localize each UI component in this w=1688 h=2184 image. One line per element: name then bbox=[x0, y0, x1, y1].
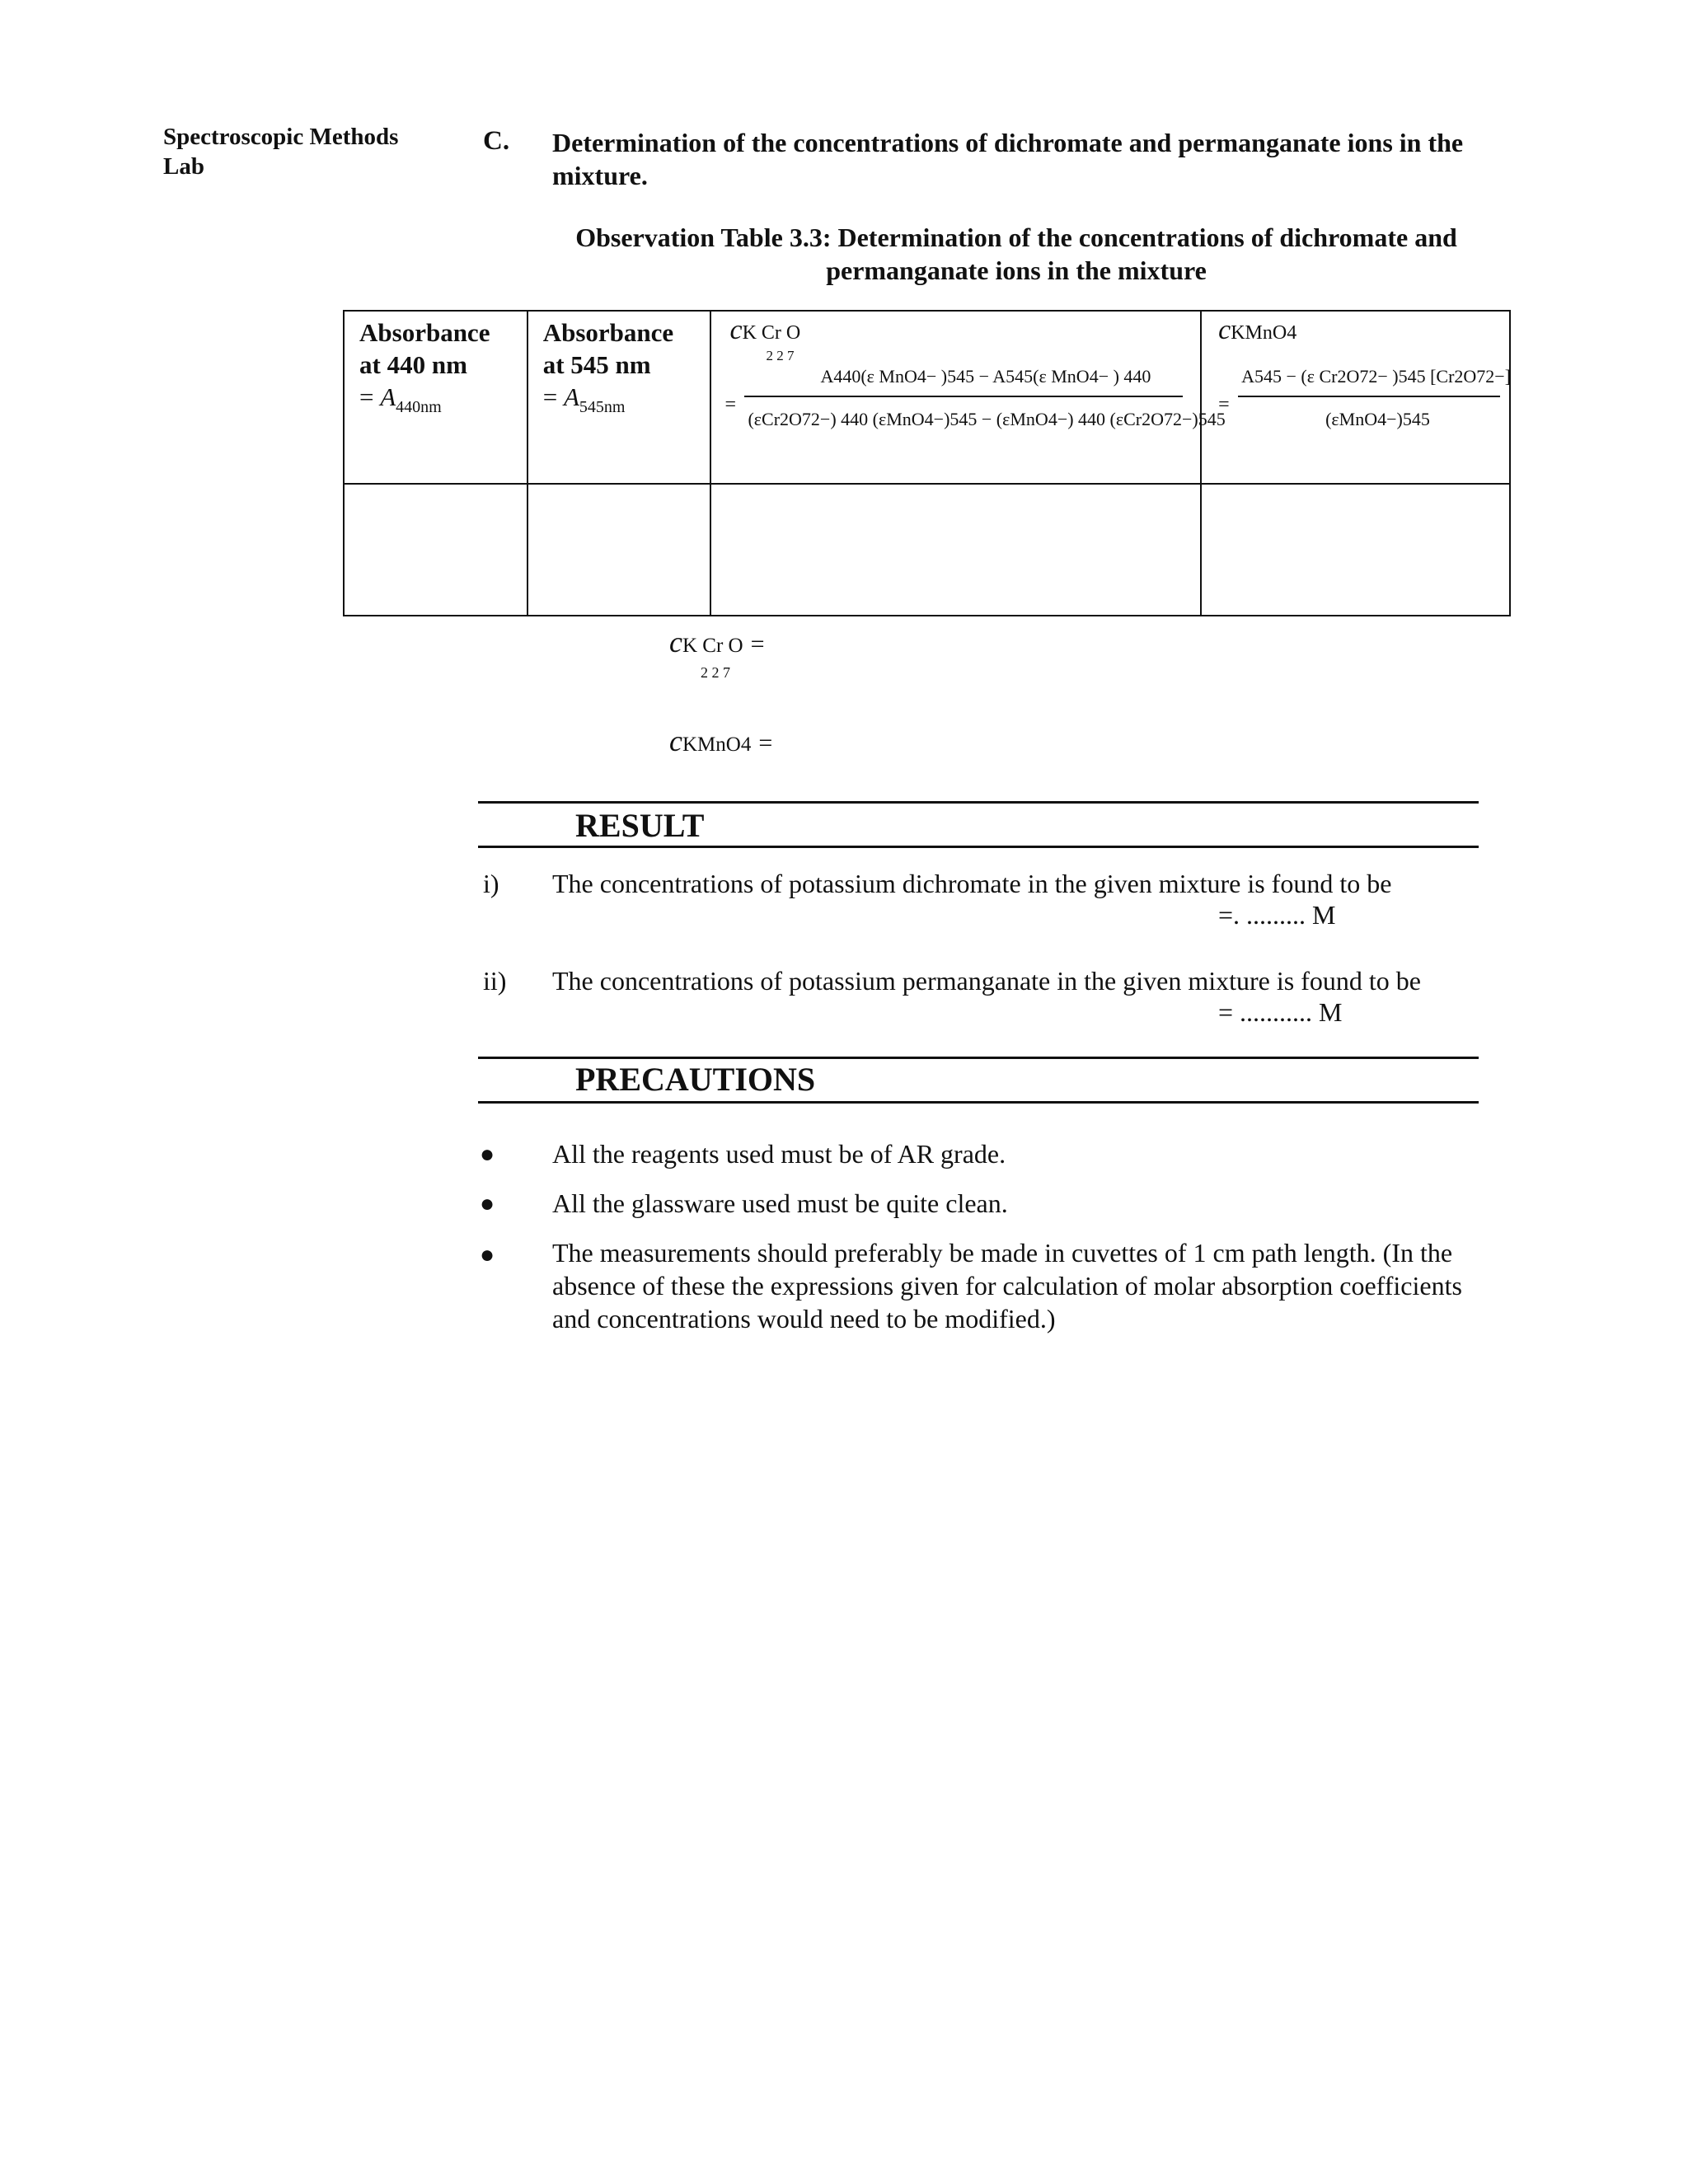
dichromate-c-symbol bbox=[729, 315, 800, 346]
running-head: Spectroscopic Methods Lab bbox=[163, 124, 399, 180]
header-absorbance-545 bbox=[528, 311, 711, 484]
header-440-eq: = bbox=[359, 382, 381, 411]
precaution-item-1: All the reagents used must be of AR grade. bbox=[552, 1139, 1006, 1169]
permanganate-denominator: (εMnO4−)545 bbox=[1325, 409, 1430, 429]
section-title: Determination of the concentrations of dichromate and permanganate ions in the mixture. bbox=[552, 128, 1464, 190]
header-545-line2: at 545 nm bbox=[542, 350, 651, 379]
precaution-item-2: All the glassware used must be quite clean. bbox=[552, 1188, 1008, 1218]
section-letter: C. bbox=[483, 126, 510, 156]
precaution-bullet-3: ● bbox=[480, 1241, 495, 1268]
dichromate-denominator: (εCr2O72−) 440 (εMnO4−)545 − (εMnO4−) 440 (εCr2O72−)545 bbox=[748, 409, 1226, 429]
header-440-symbol: A bbox=[380, 382, 396, 411]
result-item-1-number: i) bbox=[483, 869, 499, 898]
answer-permanganate-c: c bbox=[669, 724, 682, 757]
observation-table bbox=[343, 310, 1511, 616]
answer-dichromate-c: c bbox=[669, 626, 682, 658]
header-absorbance-440 bbox=[344, 311, 528, 484]
dichromate-fraction-bar bbox=[744, 396, 1183, 397]
permanganate-equals: = bbox=[1218, 394, 1230, 415]
cell-dichromate-conc[interactable] bbox=[710, 484, 1201, 616]
header-545-eq: = bbox=[542, 382, 564, 411]
answer-dichromate-eq: = bbox=[750, 630, 765, 658]
result-rule-bottom bbox=[478, 846, 1479, 848]
precaution-bullet-1: ● bbox=[480, 1141, 495, 1168]
cell-permanganate-conc[interactable] bbox=[1201, 484, 1510, 616]
result-item-2-value: = ........... M bbox=[1218, 997, 1343, 1027]
permanganate-numerator: A545 − (ε Cr2O72− )545 [Cr2O72−] bbox=[1241, 366, 1512, 387]
header-440-sub: 440nm bbox=[396, 398, 442, 416]
result-item-1-value: =. ......... M bbox=[1218, 900, 1336, 930]
result-item-1-text: The concentrations of potassium dichromate in the given mixture is found to be bbox=[552, 869, 1392, 898]
answer-dichromate bbox=[669, 625, 765, 659]
cell-absorbance-545[interactable] bbox=[528, 484, 711, 616]
header-545-symbol: A bbox=[563, 382, 579, 411]
table-header-row bbox=[344, 311, 1510, 484]
answer-dichromate-sub: K Cr O bbox=[682, 635, 743, 657]
header-545-line1: Absorbance bbox=[542, 318, 674, 347]
precaution-bullet-2: ● bbox=[480, 1190, 495, 1217]
permanganate-c: c bbox=[1218, 315, 1231, 345]
precautions-rule-bottom bbox=[478, 1101, 1479, 1104]
dichromate-c-sub: K Cr O bbox=[742, 322, 801, 344]
header-dichromate-formula bbox=[710, 311, 1226, 484]
result-rule-top bbox=[478, 801, 1479, 804]
table-title: Observation Table 3.3: Determination of the concentrations of dichromate and permanganate ions in the mixture bbox=[575, 223, 1457, 285]
header-545-sub: 545nm bbox=[579, 398, 626, 416]
precautions-rule-top bbox=[478, 1057, 1479, 1059]
dichromate-numerator: A440(ε MnO4− )545 − A545(ε MnO4− ) 440 bbox=[820, 366, 1151, 387]
answer-permanganate-eq: = bbox=[758, 729, 773, 757]
permanganate-c-sub: KMnO4 bbox=[1231, 322, 1297, 344]
answer-permanganate bbox=[669, 724, 772, 758]
header-440-line2: at 440 nm bbox=[359, 350, 467, 379]
header-440-line1: Absorbance bbox=[359, 318, 490, 347]
header-permanganate-formula bbox=[1201, 311, 1510, 484]
permanganate-c-symbol bbox=[1218, 315, 1296, 346]
dichromate-c: c bbox=[729, 315, 743, 345]
result-item-2-number: ii) bbox=[483, 966, 507, 996]
cell-absorbance-440[interactable] bbox=[344, 484, 528, 616]
dichromate-c-digits: 2 2 7 bbox=[766, 348, 795, 363]
answer-permanganate-sub: KMnO4 bbox=[682, 733, 752, 756]
result-heading: RESULT bbox=[575, 807, 705, 844]
precaution-item-3: The measurements should preferably be made in cuvettes of 1 cm path length. (In the absence of these the expressions given for calculation of molar absorption coefficients and concentrations would need to be modified.) bbox=[552, 1238, 1462, 1333]
dichromate-equals: = bbox=[724, 394, 737, 415]
table-data-row bbox=[344, 484, 1510, 616]
answer-dichromate-digits: 2 2 7 bbox=[701, 664, 730, 681]
result-item-2-text: The concentrations of potassium permanganate in the given mixture is found to be bbox=[552, 966, 1421, 996]
precautions-heading: PRECAUTIONS bbox=[575, 1061, 816, 1098]
permanganate-fraction-bar bbox=[1238, 396, 1500, 397]
